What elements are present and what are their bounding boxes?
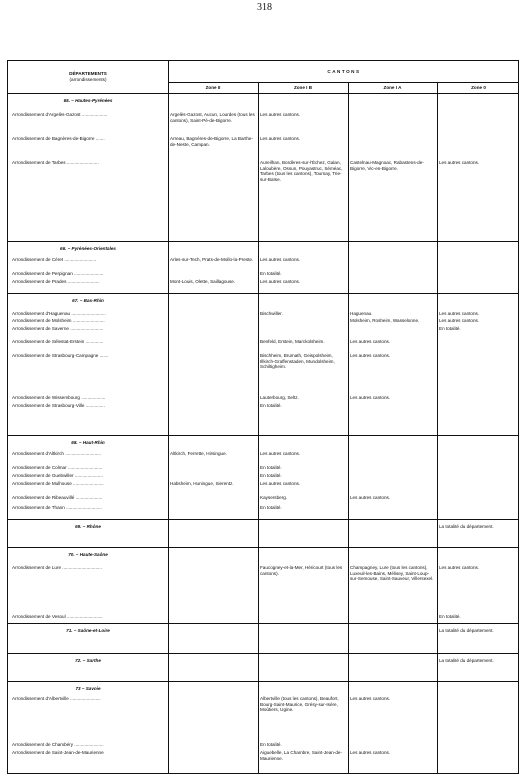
zone-ib-cell: Les autres cantons. bbox=[260, 136, 301, 141]
arrondissement-label: Arrondissement de Vesoul ............................ bbox=[12, 614, 103, 619]
zone-ib-cell: Les autres cantons. bbox=[260, 481, 301, 486]
arrondissement-label: Arrondissement de Prades ......................... bbox=[12, 279, 100, 284]
zone-0-cell: La totalité du département. bbox=[439, 524, 494, 529]
arrondissement-label: Arrondissement de Tarbes ......................... bbox=[12, 160, 99, 165]
arrondissement-label: Arrondissement de Thann ............................ bbox=[12, 505, 102, 510]
header-bottom-line bbox=[8, 93, 518, 94]
zone-0-cell: Les autres cantons. bbox=[439, 311, 480, 316]
arrondissement-label: Arrondissement de Sélestat-Erstein .............. bbox=[12, 339, 104, 344]
arrondissement-label: Arrondissement de Colmar ........................... bbox=[12, 465, 103, 470]
zone-0-header: Zone 0 bbox=[471, 85, 486, 90]
arrondissement-label: Arrondissement de Chambéry ....................... bbox=[12, 742, 104, 747]
section-divider bbox=[8, 547, 518, 548]
department-title: 68. – Haut-Rhin bbox=[71, 440, 105, 445]
arrondissement-label: Arrondissement de Strasbourg-Campagne ....... bbox=[12, 353, 109, 358]
arrondissement-label: Arrondissement de Strasbourg-Ville ............... bbox=[12, 403, 105, 408]
section-divider bbox=[8, 623, 518, 624]
page-number: 318 bbox=[257, 2, 272, 13]
section-divider bbox=[8, 293, 518, 294]
zone-ii-cell: Argelès-Gazost, Aucun, Lourdes (tous les cantons), Saint-Pé-de-Bigorre. bbox=[170, 112, 255, 123]
section-divider bbox=[8, 519, 518, 520]
zone-ib-cell: En totalité. bbox=[260, 473, 282, 478]
arrondissement-label: Arrondissement d'Haguenau ........................... bbox=[12, 311, 106, 316]
zone-ib-cell: Les autres cantons. bbox=[260, 257, 301, 262]
section-divider bbox=[8, 241, 518, 242]
zone-ib-cell: Lauterbourg, Seltz. bbox=[260, 395, 299, 400]
column-divider bbox=[348, 82, 349, 773]
arrondissement-label: Arrondissement de Saint-Jean-de-Maurienne bbox=[12, 750, 104, 755]
zone-ib-cell: Les autres cantons. bbox=[260, 112, 301, 117]
zone-ii-cell: Altkirch, Ferrette, Hirsingue. bbox=[170, 451, 227, 456]
arrondissement-label: Arrondissement de Saverne .......................... bbox=[12, 326, 104, 331]
arrondissement-label: Arrondissement de Céret ......................... bbox=[12, 257, 97, 262]
department-title: 65. – Hautes-Pyrénées bbox=[63, 98, 113, 103]
zone-ib-cell: En totalité. bbox=[260, 403, 282, 408]
zone-ia-header: Zone I A bbox=[383, 85, 402, 90]
zone-0-cell: La totalité du département. bbox=[439, 658, 494, 663]
zone-ia-cell: Les autres cantons. bbox=[350, 339, 391, 344]
arrondissement-label: Arrondissement d'Argelès-Gazost .................... bbox=[12, 112, 108, 117]
departements-header: DÉPARTEMENTS (arrondissements) bbox=[69, 71, 107, 82]
zone-ia-cell: Les autres cantons. bbox=[350, 696, 391, 701]
department-title: 72. – Sarthe bbox=[75, 658, 101, 663]
cantons-header: CANTONS bbox=[327, 69, 361, 74]
zone-ia-cell: Les autres cantons. bbox=[350, 395, 391, 400]
department-title: 70. – Haute-Saône bbox=[68, 552, 108, 557]
column-divider bbox=[437, 82, 438, 773]
department-title: 69. – Rhône bbox=[75, 524, 101, 529]
zone-ib-cell: Les autres cantons. bbox=[260, 279, 301, 284]
department-title: 71. – Saône-et-Loire bbox=[66, 628, 110, 633]
column-divider bbox=[168, 61, 169, 773]
header-divider bbox=[168, 82, 518, 83]
zone-ib-cell: Bischheim, Brumath, Geispolsheim, Illkirch-Graffenstaden, Mundolsheim, Schiltigheim. bbox=[260, 353, 335, 370]
zone-ib-cell: En totalité. bbox=[260, 271, 282, 276]
zone-ii-cell: Habsheim, Huningue, Sierentz. bbox=[170, 481, 234, 486]
zone-ii-header: Zone II bbox=[205, 85, 221, 90]
zone-ia-cell: Castelnau-Magnoac, Rabastens-de-Bigorre, Vic-en-Bigorre. bbox=[350, 160, 424, 171]
section-divider bbox=[8, 435, 518, 436]
zone-ii-cell: Mont-Louis, Olette, Saillagouse. bbox=[170, 279, 236, 284]
arrondissement-label: Arrondissement de Bagnères-de-Bigorre ....... bbox=[12, 136, 105, 141]
zones-table bbox=[7, 60, 519, 774]
zone-ia-cell: Champagney, Lure (tous les cantons), Luxeuil-les-Bains, Mélisey, Saint-Loup-sur-Semouse, Saint-Sauveur, Villersexel. bbox=[350, 565, 434, 582]
zone-ia-cell: Les autres cantons. bbox=[350, 495, 391, 500]
arrondissement-label: Arrondissement de Molsheim ......................... bbox=[12, 318, 105, 323]
zone-ia-cell: Les autres cantons. bbox=[350, 353, 391, 358]
zone-ib-cell: Benfeld, Erstein, Marckolsheim. bbox=[260, 339, 325, 344]
zone-ib-cell: En totalité. bbox=[260, 465, 282, 470]
zone-ib-cell: Kaysersberg. bbox=[260, 495, 288, 500]
arrondissement-label: Arrondissement d'Albertville ........................ bbox=[12, 696, 101, 701]
zone-ib-cell: Albertville (tous les cantons), Beaufort, Bourg-Saint-Maurice, Grésy-sur-Isère, Moûtiers, Ugine. bbox=[260, 696, 339, 713]
zone-ib-header: Zone I B bbox=[293, 85, 313, 90]
section-divider bbox=[8, 653, 518, 654]
zone-0-cell: Les autres cantons. bbox=[439, 160, 480, 165]
arrondissement-label: Arrondissement de Lure ............................... bbox=[12, 565, 102, 570]
zone-0-cell: Les autres cantons. bbox=[439, 318, 480, 323]
zone-ia-cell: Les autres cantons. bbox=[350, 750, 391, 755]
arrondissement-label: Arrondissement de Mulhouse ........................ bbox=[12, 481, 104, 486]
department-title: 67. – Bas-Rhin bbox=[72, 298, 104, 303]
zone-0-cell: Les autres cantons. bbox=[439, 565, 480, 570]
department-title: 66. – Pyrénées-Orientales bbox=[60, 246, 116, 251]
zone-0-cell: En totalité. bbox=[439, 326, 461, 331]
arrondissement-label: Arrondissement d'Altkirch ............................ bbox=[12, 451, 101, 456]
zone-ib-cell: En totalité. bbox=[260, 742, 282, 747]
zone-ib-cell: Les autres cantons. bbox=[260, 451, 301, 456]
arrondissement-label: Arrondissement de Perpignan ....................... bbox=[12, 271, 104, 276]
arrondissement-label: Arrondissement de Guebwiller ...................... bbox=[12, 473, 103, 478]
zone-ia-cell: Molsheim, Rosheim, Wasselonne. bbox=[350, 318, 420, 323]
zone-ib-cell: Aiguebelle, La Chambre, Saint-Jean-de-Maurienne. bbox=[260, 750, 342, 761]
zone-ib-cell: En totalité. bbox=[260, 505, 282, 510]
column-divider bbox=[258, 82, 259, 773]
arrondissement-label: Arrondissement de Ribeauvillé ..................... bbox=[12, 495, 103, 500]
arrondissement-label: Arrondissement de Wissembourg ................... bbox=[12, 395, 106, 400]
department-title: 73 – Savoie bbox=[75, 686, 101, 691]
zone-ii-cell: Arles-sur-Tech, Prats-de-Mollo-la-Preste. bbox=[170, 257, 254, 262]
zone-ia-cell: Haguenau. bbox=[350, 311, 373, 316]
zone-ib-cell: Faucogney-et-la-Mer, Héricourt (tous les cantons). bbox=[260, 565, 343, 576]
zone-0-cell: La totalité du département. bbox=[439, 628, 494, 633]
zone-ii-cell: Arreau, Bagnères-de-Bigorre, La Barthe-de-Neste, Campan. bbox=[170, 136, 253, 147]
zone-0-cell: En totalité. bbox=[439, 614, 461, 619]
zone-ib-cell: Bischwiller. bbox=[260, 311, 283, 316]
section-divider bbox=[8, 681, 518, 682]
zone-ib-cell: Aureilhan, Bordères-sur-l'Échez, Galan, Laloubère, Ossun, Pouyastruc, Séméac, Tarbes (tous les cantons), Tournay, Trie-sur-Baïse. bbox=[260, 160, 343, 182]
